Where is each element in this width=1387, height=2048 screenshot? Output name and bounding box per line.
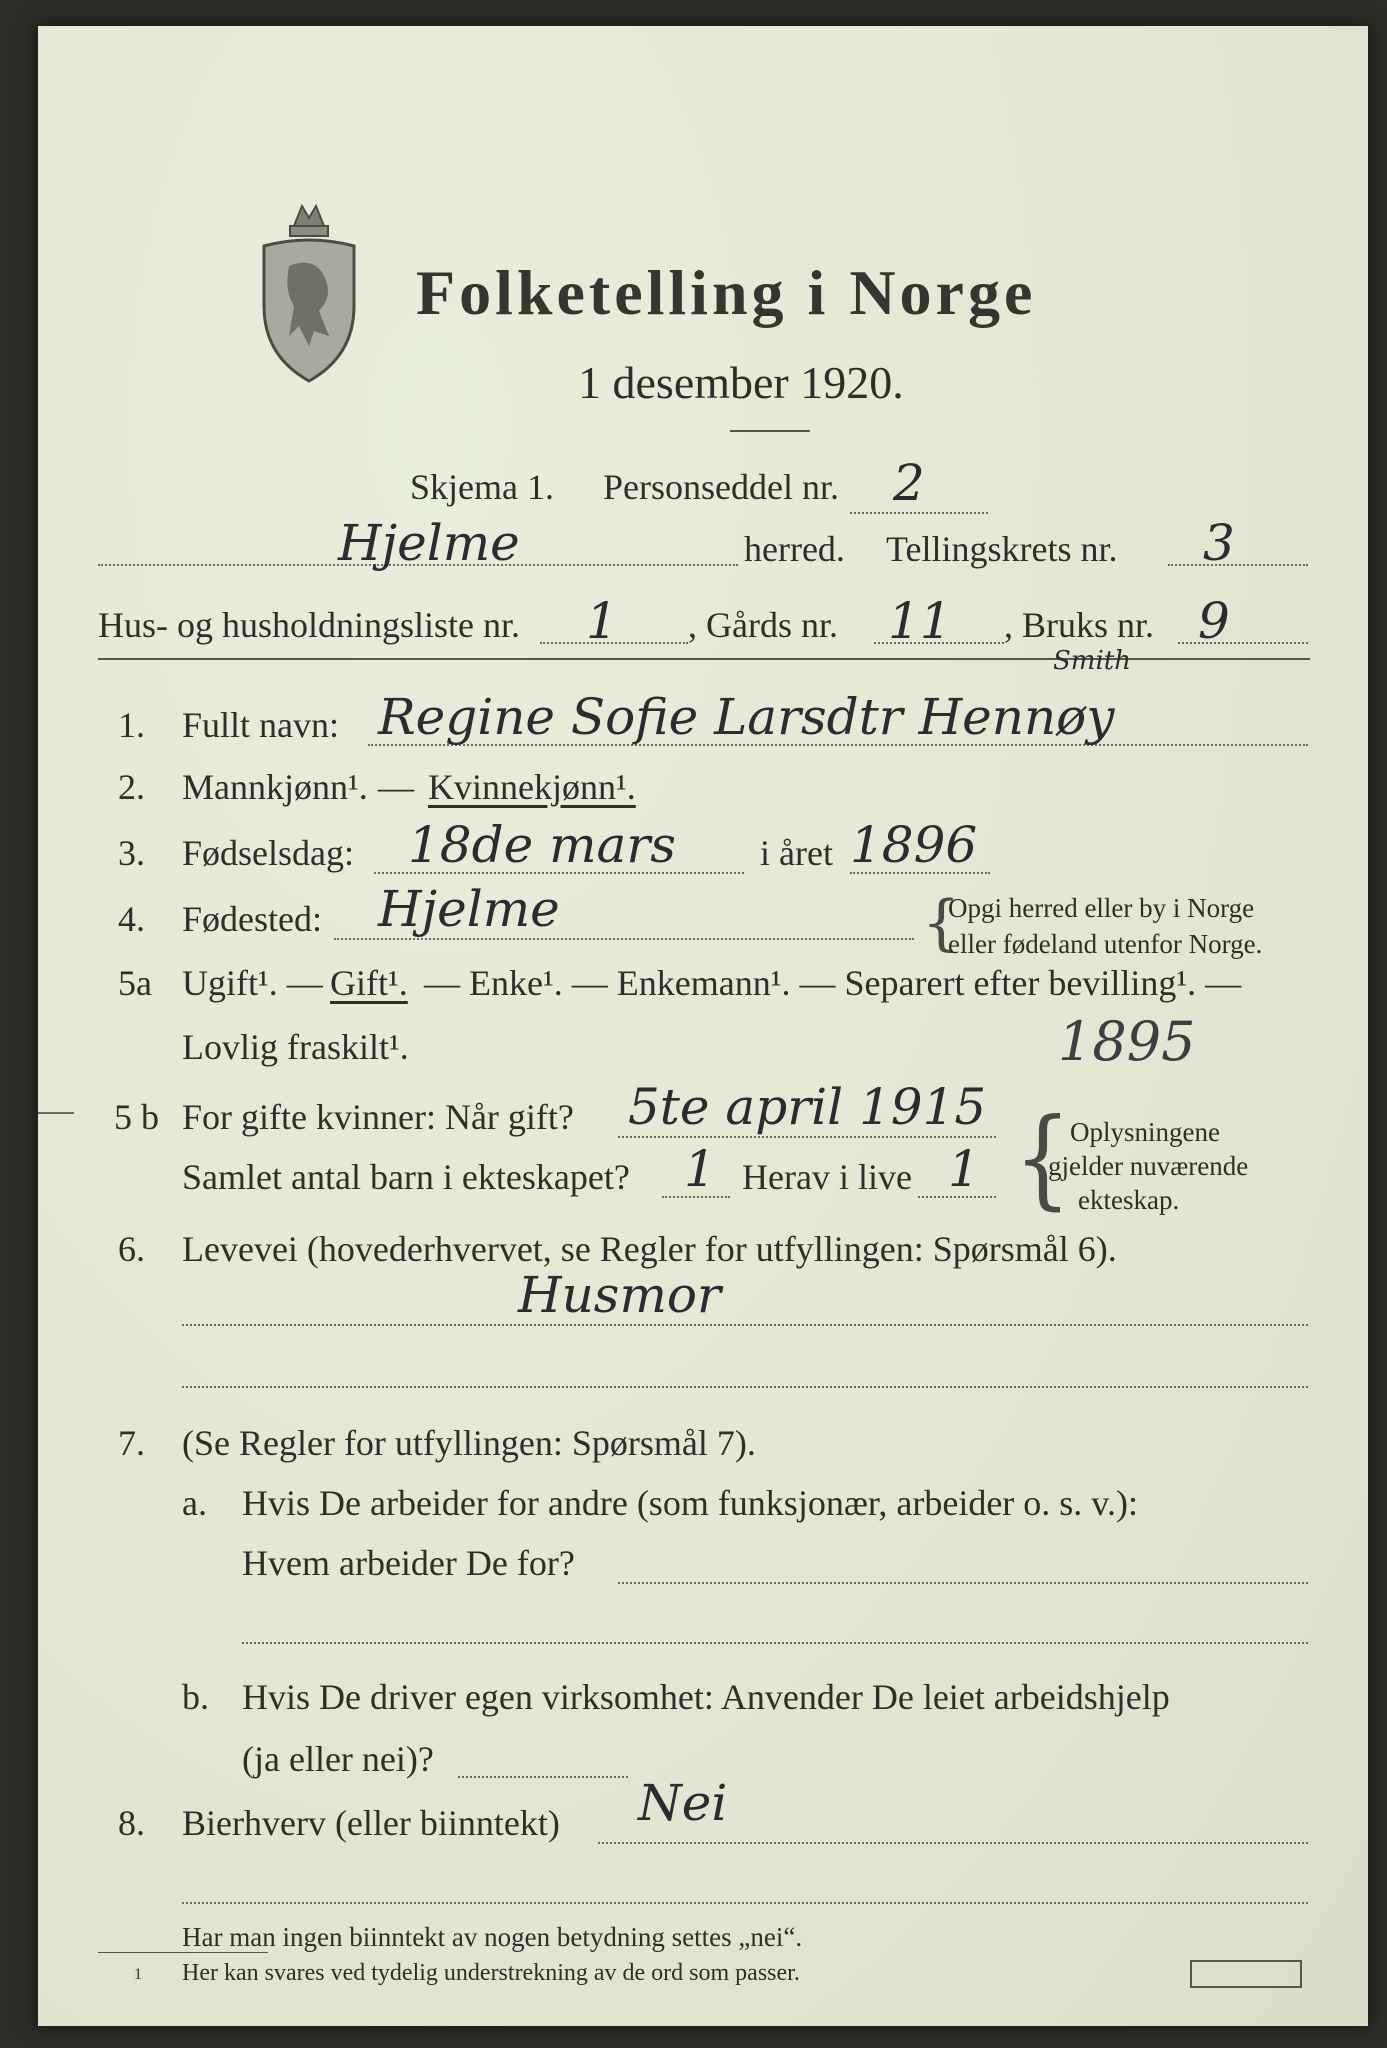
printer-stamp — [1190, 1960, 1302, 1988]
q7a-text: Hvis De arbeider for andre (som funksjonær, arbeider o. s. v.): — [242, 1483, 1138, 1523]
form-date: 1 desember 1920. — [578, 357, 904, 408]
q3-value[interactable]: 18de mars — [408, 816, 676, 874]
q7a-marker: a. — [182, 1483, 207, 1523]
q7b-question: (ja eller nei)? — [242, 1739, 434, 1779]
q1-number: 1. — [118, 705, 145, 745]
q8-line-1 — [598, 1842, 1308, 1844]
q5a-ugift-option[interactable]: Ugift¹. — — [182, 963, 323, 1003]
footnote-rule — [98, 1952, 268, 1953]
herred-value[interactable]: Hjelme — [338, 514, 520, 572]
bruks-value[interactable]: 9 — [1198, 592, 1230, 650]
q6-label: Levevei (hovederhvervet, se Regler for utfyllingen: Spørsmål 6). — [182, 1229, 1117, 1269]
coat-of-arms-icon — [254, 196, 364, 386]
q2-male-option[interactable]: Mannkjønn¹. — [182, 767, 368, 807]
personseddel-value[interactable]: 2 — [893, 454, 925, 512]
q7a-question: Hvem arbeider De for? — [242, 1543, 575, 1583]
tellingskrets-value[interactable]: 3 — [1203, 514, 1235, 572]
q3-number: 3. — [118, 833, 145, 873]
footnote-text: Her kan svares ved tydelig understrekning av de ord som passer. — [182, 1960, 800, 1986]
q7b-text: Hvis De driver egen virksomhet: Anvender De leiet arbeidshjelp — [242, 1677, 1170, 1717]
q4-note-1: Opgi herred eller by i Norge — [948, 893, 1255, 923]
q3-year-label: i året — [760, 833, 833, 873]
q4-number: 4. — [118, 899, 145, 939]
tellingskrets-line — [1168, 564, 1308, 566]
gards-value[interactable]: 11 — [888, 592, 952, 650]
q3-year-value[interactable]: 1896 — [850, 816, 978, 874]
q7b-line[interactable] — [458, 1776, 628, 1778]
q6-line-2 — [182, 1386, 1308, 1388]
herred-label: herred. — [744, 529, 845, 569]
tellingskrets-label: Tellingskrets nr. — [886, 529, 1118, 569]
q5b-value[interactable]: 5te april 1915 — [628, 1078, 987, 1136]
q2-female-option[interactable]: Kvinnekjønn¹. — [428, 767, 636, 807]
q7a-line-1[interactable] — [618, 1582, 1308, 1584]
q5b-barn-value[interactable]: 1 — [684, 1140, 716, 1198]
q5b-number: 5 b — [114, 1097, 159, 1137]
q5a-fraskilt-option[interactable]: Lovlig fraskilt¹. — [182, 1027, 409, 1067]
q5b-barn-label: Samlet antal barn i ekteskapet? — [182, 1157, 630, 1197]
q1-insert[interactable]: Smith — [1053, 646, 1131, 676]
q4-value[interactable]: Hjelme — [378, 880, 560, 938]
personseddel-line — [850, 512, 988, 514]
q8-number: 8. — [118, 1803, 145, 1843]
census-form — [38, 26, 1368, 2026]
q6-line-1 — [182, 1324, 1308, 1326]
husholdning-label: Hus- og husholdningsliste nr. — [98, 605, 521, 645]
q3-label: Fødselsdag: — [182, 833, 355, 873]
q5b-live-value[interactable]: 1 — [948, 1140, 980, 1198]
personseddel-label: Personseddel nr. — [603, 467, 839, 507]
q5a-other-options[interactable]: — Enke¹. — Enkemann¹. — Separert efter bevilling¹. — — [424, 963, 1242, 1003]
q4-line — [334, 938, 914, 940]
q5b-note-1: Oplysningene — [1070, 1117, 1220, 1147]
skjema-label: Skjema 1. — [410, 467, 554, 507]
husholdning-value[interactable]: 1 — [586, 592, 618, 650]
q5b-label: For gifte kvinner: Når gift? — [182, 1097, 574, 1137]
q6-number: 6. — [118, 1229, 145, 1269]
gards-label: , Gårds nr. — [688, 605, 838, 645]
q8-label: Bierhverv (eller biinntekt) — [182, 1803, 560, 1843]
q5b-note-3: ekteskap. — [1078, 1185, 1180, 1215]
q2-number: 2. — [118, 767, 145, 807]
q5a-margin-note: 1895 — [1058, 1010, 1196, 1073]
q8-line-2 — [182, 1902, 1308, 1904]
q4-label: Fødested: — [182, 899, 322, 939]
q1-value[interactable]: Regine Sofie Larsdtr Hennøy — [378, 688, 1115, 746]
q5a-number: 5a — [118, 963, 152, 1003]
margin-mark — [38, 1112, 74, 1114]
q4-note-2: eller fødeland utenfor Norge. — [948, 929, 1263, 959]
q6-value[interactable]: Husmor — [518, 1266, 721, 1324]
q1-label: Fullt navn: — [182, 705, 340, 745]
q8-value[interactable]: Nei — [638, 1774, 728, 1832]
q7-number: 7. — [118, 1423, 145, 1463]
footnote-mark: 1 — [134, 1966, 142, 1983]
q5b-note-2: gjelder nuværende — [1048, 1151, 1249, 1181]
q5b-live-label: Herav i live — [742, 1157, 912, 1197]
q5a-gift-option[interactable]: Gift¹. — [330, 963, 408, 1003]
q7a-line-2[interactable] — [242, 1642, 1308, 1644]
footer-note: Har man ingen biinntekt av nogen betydning settes „nei“. — [182, 1922, 803, 1952]
q2-dash: — — [378, 767, 414, 807]
form-title: Folketelling i Norge — [416, 257, 1037, 328]
q5b-brace: { — [1014, 1095, 1072, 1222]
bruks-label: , Bruks nr. — [1004, 605, 1155, 645]
q7-label: (Se Regler for utfyllingen: Spørsmål 7). — [182, 1423, 756, 1463]
q7b-marker: b. — [182, 1677, 209, 1717]
q5b-line — [618, 1136, 996, 1138]
q4-brace: { — [922, 888, 961, 958]
title-divider — [730, 430, 810, 432]
